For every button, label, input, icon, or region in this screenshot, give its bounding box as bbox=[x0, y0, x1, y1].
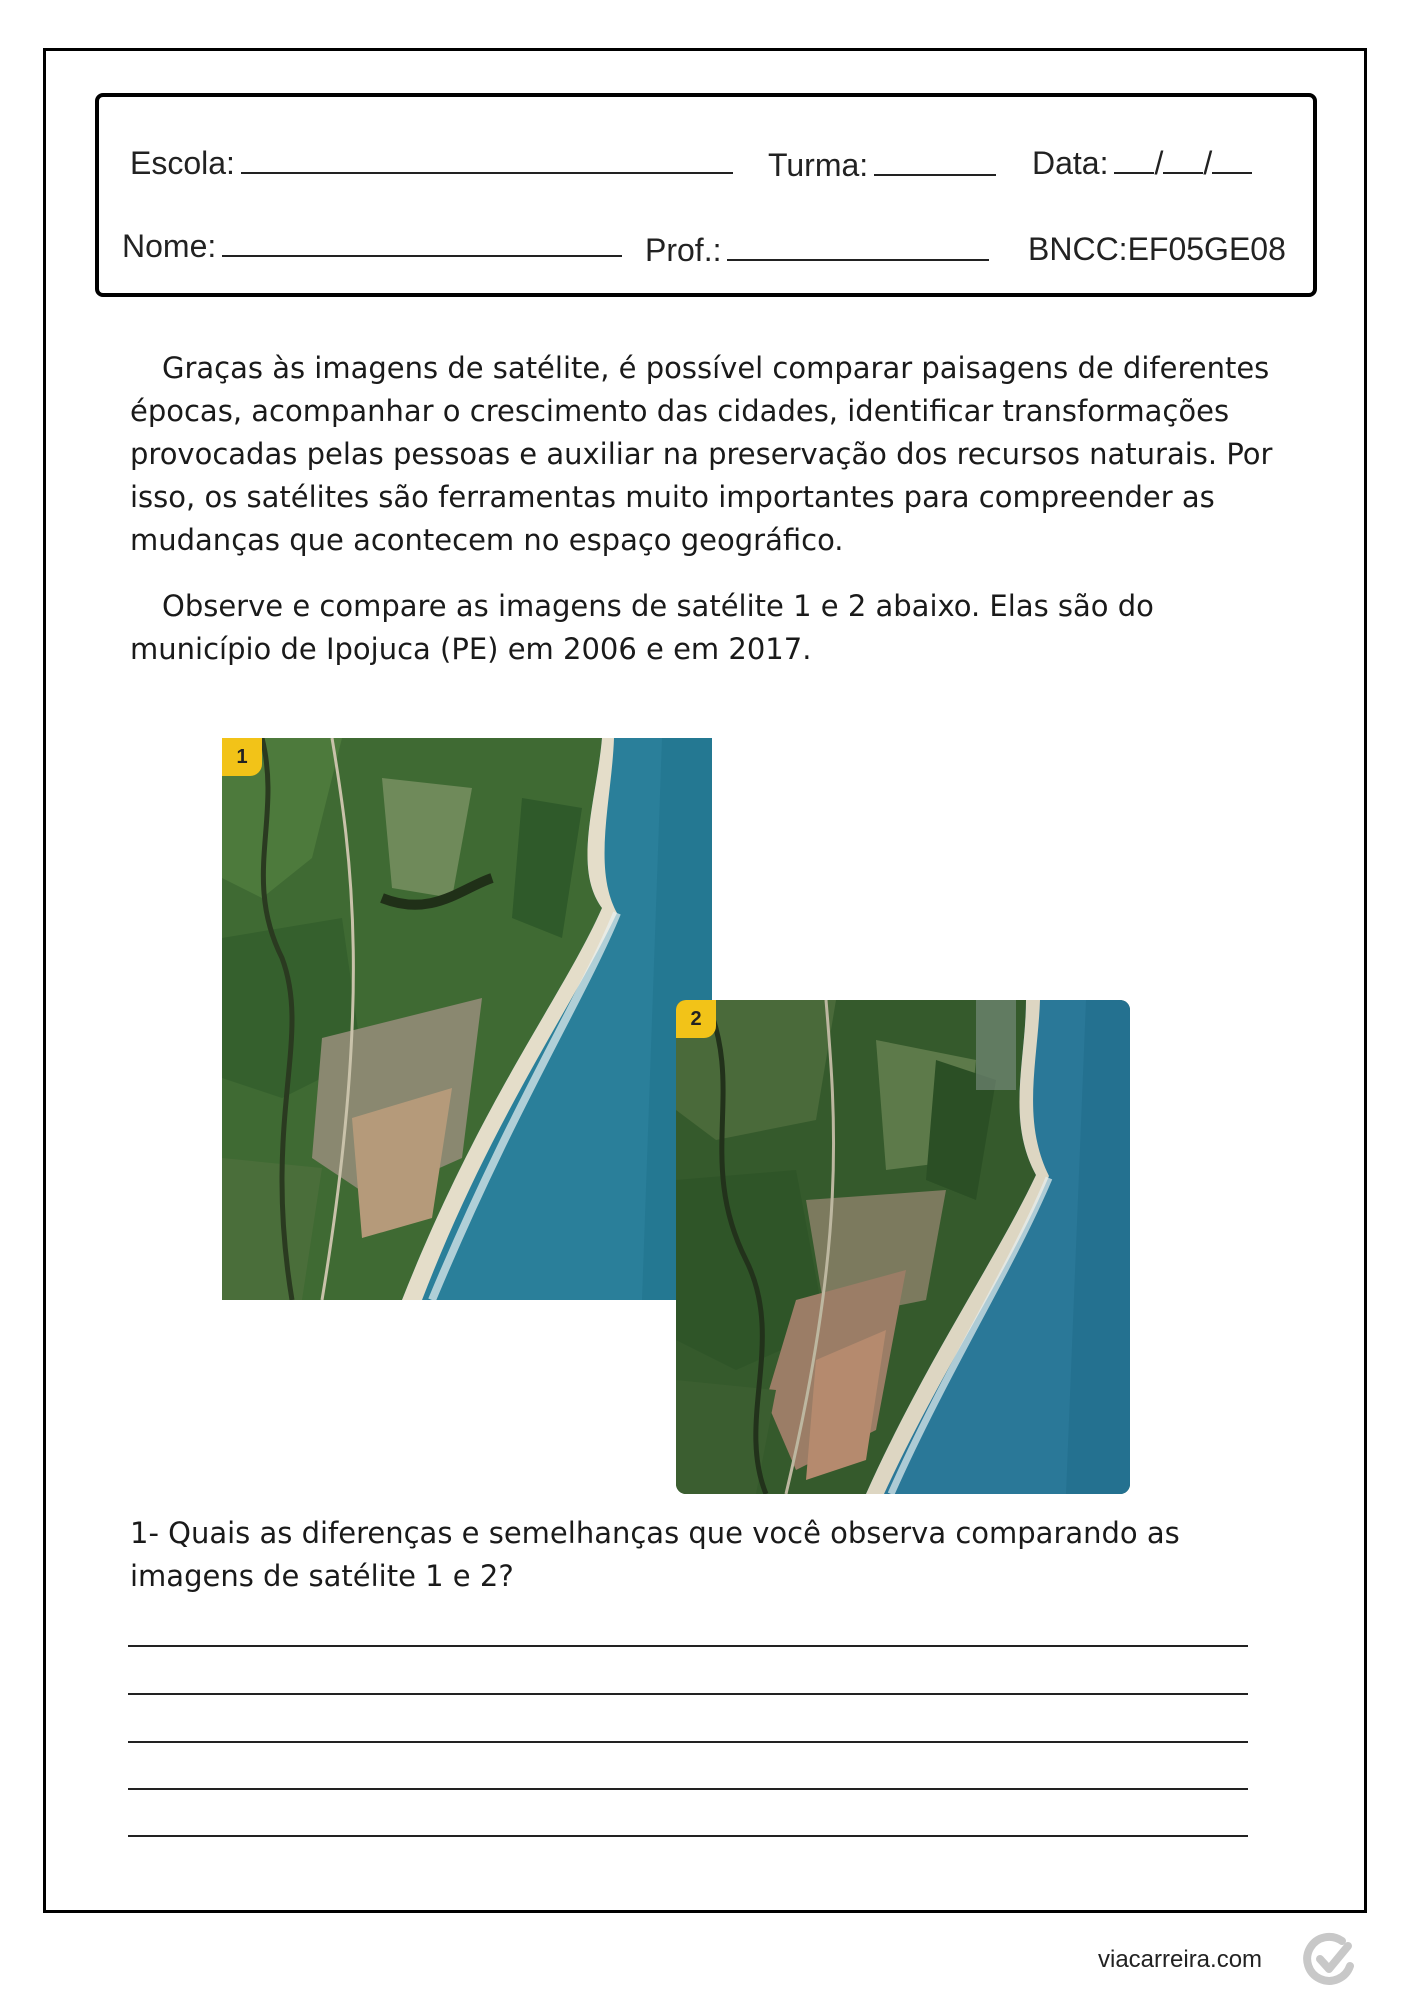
image-badge-1: 1 bbox=[222, 738, 262, 776]
intro-paragraph-1: Graças às imagens de satélite, é possível comparar paisagens de diferentes épocas, acompanhar o crescimento das cidades, identificar transformações provocadas pelas pessoas e auxiliar na preservação dos recursos naturais. Por isso, os satélites são ferramentas muito importantes para compreender as mudanças que acontecem no espaço geográfico. bbox=[130, 351, 1273, 557]
prof-label: Prof.: bbox=[645, 232, 722, 268]
intro-paragraph-2: Observe e compare as imagens de satélite 1 e 2 abaixo. Elas são do município de Ipojuca (PE) em 2006 e em 2017. bbox=[130, 589, 1154, 666]
data-label: Data: bbox=[1032, 145, 1109, 181]
satellite-image-1-graphic bbox=[222, 738, 712, 1300]
nome-field[interactable] bbox=[122, 229, 622, 262]
nome-label: Nome: bbox=[122, 228, 217, 264]
escola-blank[interactable] bbox=[241, 146, 733, 174]
escola-label: Escola: bbox=[130, 145, 235, 181]
nome-blank[interactable] bbox=[222, 229, 622, 257]
prof-blank[interactable] bbox=[727, 233, 989, 261]
footer-site-link[interactable]: viacarreira.com bbox=[1098, 1946, 1263, 1973]
bncc-code: BNCC:EF05GE08 bbox=[1028, 231, 1286, 267]
answer-line[interactable] bbox=[128, 1693, 1248, 1695]
turma-blank[interactable] bbox=[874, 148, 996, 176]
answer-line[interactable] bbox=[128, 1741, 1248, 1743]
answer-line[interactable] bbox=[128, 1788, 1248, 1790]
satellite-image-2-graphic bbox=[676, 1000, 1130, 1494]
escola-field[interactable] bbox=[130, 146, 733, 179]
data-field[interactable] bbox=[1032, 146, 1252, 179]
data-year-blank[interactable] bbox=[1212, 146, 1252, 174]
answer-line[interactable] bbox=[128, 1835, 1248, 1837]
turma-field[interactable] bbox=[768, 148, 996, 181]
data-day-blank[interactable] bbox=[1114, 146, 1154, 174]
question-1: 1- Quais as diferenças e semelhanças que você observa comparando as imagens de satélite 1 e 2? bbox=[130, 1516, 1180, 1593]
satellite-image-2 bbox=[676, 1000, 1130, 1494]
turma-label: Turma: bbox=[768, 147, 869, 183]
data-month-blank[interactable] bbox=[1163, 146, 1203, 174]
answer-line[interactable] bbox=[128, 1645, 1248, 1647]
satellite-image-1 bbox=[222, 738, 712, 1300]
check-circle-logo-icon bbox=[1302, 1932, 1358, 1992]
date-slash: / bbox=[1154, 145, 1164, 181]
prof-field[interactable] bbox=[645, 233, 989, 266]
date-slash: / bbox=[1203, 145, 1213, 181]
image-badge-2: 2 bbox=[676, 1000, 716, 1038]
